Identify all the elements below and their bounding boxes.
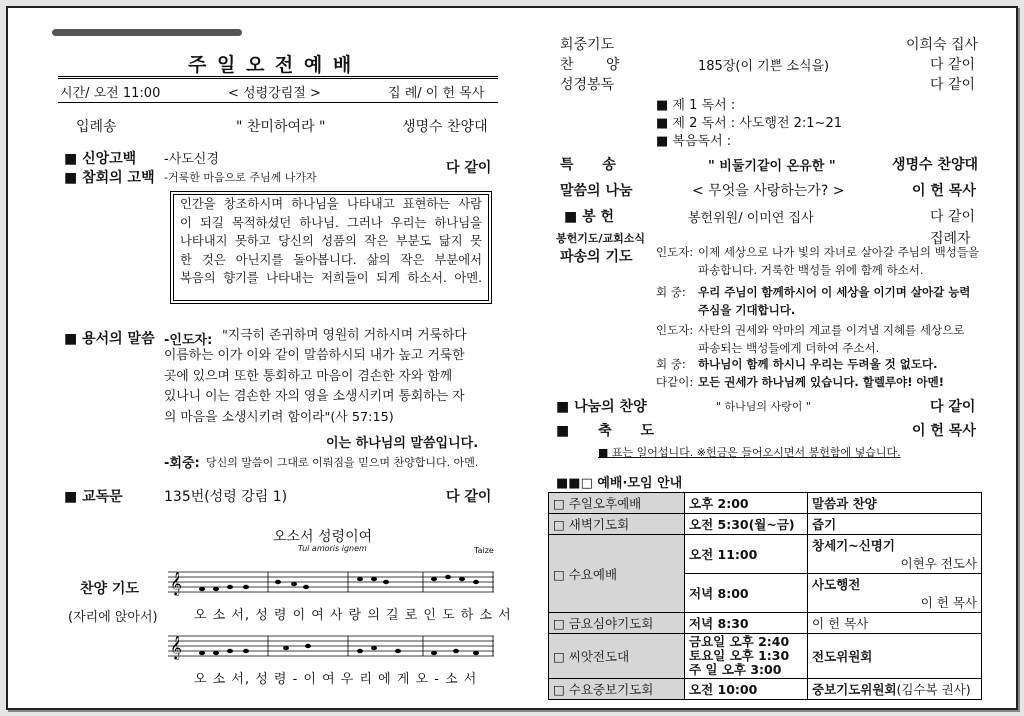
schedule-title: ■■□ 예배·모임 안내: [556, 476, 683, 491]
bulletin-page: [6, 6, 1018, 710]
song-lyrics-1: 오 소 서, 성 령 이 여 사 랑 의 길 로 인 도 하 소 서: [194, 608, 512, 623]
table-row: □ 수요중보기도회 오전 10:00 중보기도위원회(김수복 권사): [549, 679, 982, 700]
prayer-line: 한 것은 아닌지를 돌아봅니다. 삶의 작은 부분에서: [180, 252, 482, 267]
responsive-label: ■ 교독문: [64, 489, 123, 505]
svg-text:𝄞: 𝄞: [170, 571, 182, 595]
reading-item: ■ 제 2 독서 : 사도행전 2:1~21: [656, 116, 842, 131]
absolution-line: 곳에 있으며 또한 통회하고 마음이 겸손한 자와 함께: [164, 368, 453, 384]
presider: 집 례/ 이 헌 목사: [388, 86, 485, 101]
table-row: □ 주일오후예배 오후 2:00 말씀과 찬양: [549, 493, 982, 514]
service-time: 시간/ 오전 11:00: [60, 86, 161, 101]
sung-prayer-label: 찬양 기도: [80, 581, 139, 597]
sending-text: 우리 주님이 함께하시어 이 세상을 이기며 살아갈 능력: [698, 285, 971, 299]
sending-text-cont: 파송되는 백성들에게 더하여 주소서.: [698, 341, 880, 355]
share-hymn-label: ■ 나눔의 찬양: [556, 399, 647, 415]
benediction-who: 이 헌 목사: [912, 423, 976, 439]
creed-label: ■ 신앙고백: [64, 151, 137, 167]
reading-label: 성경봉독: [560, 77, 615, 93]
schedule-table: [548, 492, 982, 700]
share-hymn-song: " 하나님의 사랑이 ": [716, 400, 811, 413]
sending-text: 하나님이 함께 하시니 우리는 두려울 것 없도다.: [698, 357, 938, 371]
sending-role: 인도자:: [656, 323, 694, 337]
prayer-label: 회중기도: [560, 37, 615, 53]
sending-small-label: 봉헌기도/교회소식: [556, 232, 646, 245]
svg-text:𝄞: 𝄞: [170, 635, 182, 659]
sending-text: 이제 세상으로 나가 빛의 자녀로 살아갈 주님의 백성들을: [698, 245, 980, 259]
sermon-title: < 무엇을 사랑하는가? >: [692, 183, 845, 199]
sermon-label: 말씀의 나눔: [560, 183, 633, 199]
song-title: 오소서 성령이여: [273, 529, 373, 545]
sending-role: 다같이:: [656, 375, 694, 389]
footnote: ■ 표는 일어섭니다. ※헌금은 들어오시면서 봉헌함에 넣습니다.: [598, 446, 901, 459]
confession-prayer-box: [170, 191, 492, 304]
sermon-who: 이 헌 목사: [912, 183, 976, 199]
reading-item: ■ 제 1 독서 :: [656, 98, 736, 113]
creed-text: -사도신경: [164, 152, 219, 167]
absolution-label: ■ 용서의 말씀: [64, 331, 155, 347]
sending-text-cont: 파송합니다. 거룩한 백성들 위에 함께 하소서.: [698, 263, 924, 277]
benediction-label: ■ 축 도: [556, 423, 667, 439]
special-choir: 생명수 찬양대: [892, 157, 979, 173]
special-song: " 비둘기같이 온유한 ": [708, 159, 836, 174]
table-row: □ 금요심야기도회 저녁 8:30 이 헌 목사: [549, 613, 982, 634]
responsive-text: 135번(성령 강림 1): [164, 489, 288, 505]
prayer-line: 나타내지 못하고 당신의 성품의 작은 부분도 닮지 못: [180, 234, 482, 249]
sending-role: 회 중:: [656, 357, 686, 371]
absolution-line: "지극히 존귀하며 영원히 거하시며 거룩하다: [222, 328, 467, 343]
hymn-label: 찬 양: [560, 57, 634, 73]
processional-choir: 생명수 찬양대: [402, 119, 488, 135]
sending-text: 모든 권세가 하나님께 있습니다. 할렐루야! 아멘!: [698, 375, 944, 389]
offering-label: ■ 봉 헌: [564, 209, 615, 225]
prayer-line: 이 되길 목적하셨던 하나님. 그러나 우리는 하나님을: [180, 215, 482, 230]
offering-name: 봉헌위원/ 이미연 집사: [688, 211, 814, 226]
sending-who: 집례자: [930, 231, 971, 247]
season-label: < 성령강림절 >: [228, 86, 321, 101]
processional-song: " 찬미하여라 ": [236, 119, 326, 135]
table-row: □ 씨앗전도대 금요일 오후 2:40 토요일 오후 1:30 주 일 오후 3:00 전도위원회: [549, 634, 982, 679]
service-title: 주 일 오 전 예 배: [188, 54, 354, 76]
confession-who: 다 같이: [446, 160, 492, 176]
song-composer: Taize: [474, 546, 494, 555]
table-row: 저녁 8:00 사도행전 이 헌 목사: [549, 574, 982, 613]
processional-label: 입례송: [76, 119, 117, 135]
hymn-text: 185장(이 기쁜 소식을): [698, 59, 830, 74]
sending-text: 사탄의 권세와 악마의 계교를 이겨낼 지혜를 세상으로: [698, 323, 965, 337]
absolution-line: 이름하는 이가 이와 같이 말씀하시되 내가 높고 거룩한: [164, 348, 465, 363]
prayer-who: 이희숙 집사: [906, 37, 979, 53]
absolution-leader: -인도자:: [164, 333, 213, 348]
sending-role: 인도자:: [656, 245, 694, 259]
confession-label: ■ 참회의 고백: [64, 170, 155, 186]
offering-who: 다 같이: [930, 209, 976, 225]
decorative-bar: [52, 29, 242, 36]
sending-text-cont: 주심을 기대합니다.: [698, 303, 796, 317]
absolution-line: 있나니 이는 겸손한 자의 영을 소생시키며 통회하는 자: [164, 389, 465, 404]
music-staff-1: [168, 568, 498, 598]
table-row: □ 수요예배 오전 11:00 창세기~신명기 이현우 전도사: [549, 535, 982, 574]
share-hymn-who: 다 같이: [930, 399, 976, 415]
absolution-closing: 이는 하나님의 말씀입니다.: [326, 436, 479, 451]
music-staff-2: [168, 632, 498, 662]
responsive-who: 다 같이: [446, 489, 492, 505]
prayer-line: 인간을 창조하시며 하나님을 나타내고 표현하는 사람: [180, 197, 482, 211]
response-text: 당신의 말씀이 그대로 이뤄짐을 믿으며 찬양합니다. 아멘.: [206, 456, 479, 469]
response-label: -회중:: [164, 456, 200, 471]
sung-prayer-sub: (자리에 앉아서): [68, 610, 158, 625]
confession-text: -거룩한 마음으로 주님께 나가자: [164, 171, 317, 184]
prayer-line: 복음의 향기를 나타내는 저희들이 되게 하소서. 아멘.: [180, 271, 482, 286]
special-label: 특 송: [560, 157, 628, 173]
song-lyrics-2: 오 소 서, 성 령 - 이 여 우 리 에 게 오 - 소 서: [194, 672, 478, 687]
sending-role: 회 중:: [656, 285, 686, 299]
hymn-who: 다 같이: [930, 57, 976, 73]
reading-item: ■ 복음독서 :: [656, 134, 732, 149]
absolution-line: 의 마음을 소생시키려 함이라"(사 57:15): [164, 409, 394, 425]
sending-label: 파송의 기도: [560, 249, 633, 265]
table-row: □ 새벽기도회 오전 5:30(월~금) 즙기: [549, 514, 982, 535]
reading-who: 다 같이: [930, 77, 976, 93]
song-latin: Tui amoris ignem: [298, 544, 367, 553]
